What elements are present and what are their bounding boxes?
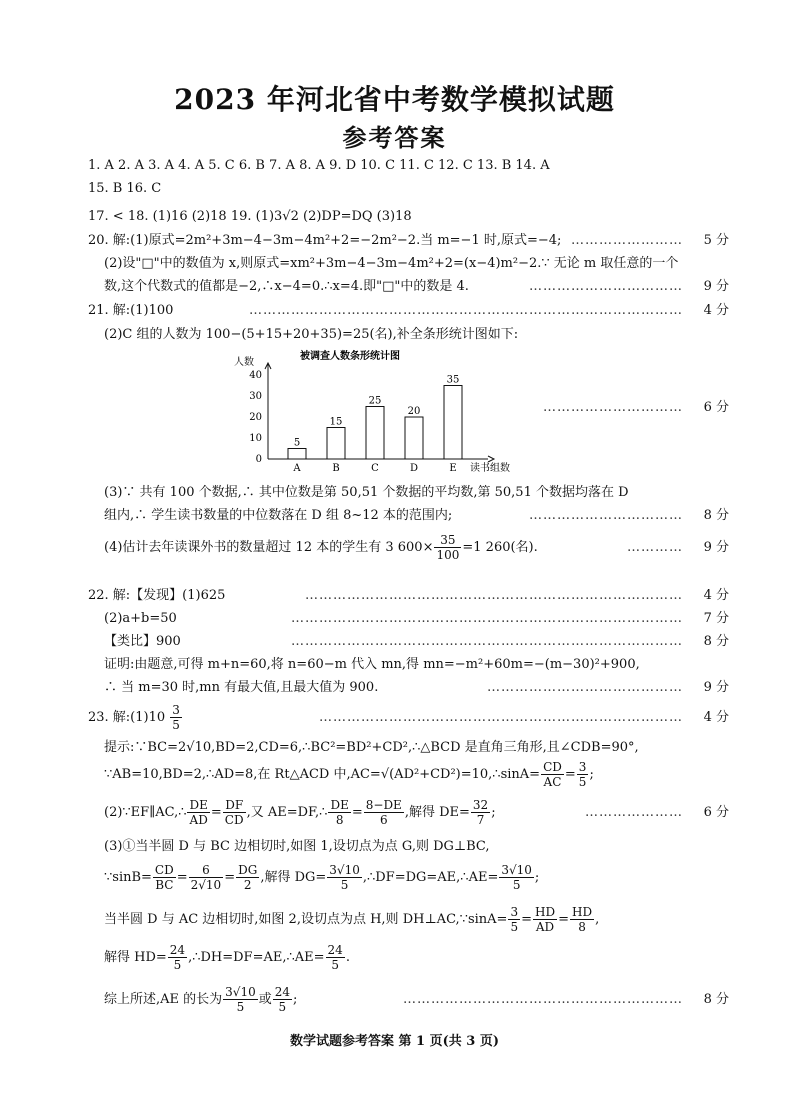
score: 9 分 (703, 279, 729, 294)
dot-leader: …………………………………… (487, 680, 683, 695)
fraction: $\frac{6}{2√10}$ (190, 863, 222, 892)
bar-value-label: 35 (446, 374, 460, 386)
page-title: 2023 年河北省中考数学模拟试题 (174, 83, 615, 116)
q23-part1: 23. 解:(1)10 $\frac{3}{5}$ …………………………………………………………………… 4 分 (88, 703, 729, 732)
fraction: $\frac{3}{5}$ (172, 703, 180, 732)
y-axis-label: 人数 (234, 357, 254, 368)
score: 6 分 (703, 805, 729, 820)
q21-part3-line1: (3)∵ 共有 100 个数据,∴ 其中位数是第 50,51 个数据的平均数,第 50,51 个数据均落在 D (104, 485, 629, 500)
fraction: $\frac{3}{5}$ (578, 760, 587, 789)
fraction: $\frac{HD}{AD}$ (534, 905, 556, 934)
y-tick-label: 30 (249, 391, 262, 402)
score: 8 分 (703, 992, 729, 1007)
q20-part1 (88, 230, 729, 252)
q23-part2: (2)∵EF∥AC,∴ $\frac{DE}{AD}$ = $\frac{DF}{CD}$ ,又 AE=DF,∴ $\frac{DE}{8}$ = $\frac{8-DE}{6}$ ,解得 DE= $\frac{32}{7}$ ; ………………… 6 分 (104, 798, 729, 827)
y-tick-label: 0 (255, 454, 262, 465)
q22-part3: 【类比】900 ………………………………………………………………………… 8 分 (104, 631, 729, 653)
fraction: $\frac{CD}{AC}$ (543, 760, 562, 789)
fraction: $\frac{DE}{8}$ (330, 798, 349, 827)
fraction: $\frac{HD}{8}$ (571, 905, 593, 934)
q21-part4: (4)估计去年读课外书的数量超过 12 本的学生有 3 600× $\frac{35}{100}$ =1 260(名). ………… 9 分 (104, 533, 729, 562)
fraction: $\frac{32}{7}$ (472, 798, 489, 827)
q20-part2-line2 (104, 276, 729, 298)
x-tick-label: E (449, 463, 457, 474)
q22-part2: (2)a+b=50 ………………………………………………………………………… 7 分 (104, 608, 729, 630)
fraction: $\frac{24}{5}$ (327, 943, 343, 972)
score: 4 分 (703, 303, 729, 318)
dot-leader: …………………………… (529, 279, 683, 294)
fraction: $\frac{35}{100}$ (436, 533, 460, 562)
page-subtitle: 参考答案 (342, 123, 447, 152)
q21-part2: (2)C 组的人数为 100−(5+15+20+35)=25(名),补全条形统计图如下: (104, 327, 519, 342)
choice-answers-row-1: 1. A 2. A 3. A 4. A 5. C 6. B 7. A 8. A 9. D 10. C 11. C 12. C 13. B 14. A (88, 158, 550, 173)
q23-part3-line2: ∵sinB= $\frac{CD}{BC}$ = $\frac{6}{2√10}$ = $\frac{DG}{2}$ ,解得 DG= $\frac{3√10}{5}$ ,∴DF=DG=AE,∴AE= $\frac{3√10}{5}$ ; (104, 863, 540, 892)
q21-part3-line2 (104, 505, 729, 527)
bar-value-label: 5 (293, 437, 301, 449)
fraction: $\frac{3}{5}$ (510, 905, 519, 934)
dot-leader: …………………………………………………… (403, 992, 683, 1007)
x-tick-label: C (371, 463, 379, 474)
bar-value-label: 20 (407, 406, 421, 417)
fraction: $\frac{3√10}{5}$ (329, 863, 360, 892)
dot-leader: …………………… (571, 233, 683, 248)
score: 4 分 (703, 710, 729, 725)
score: 8 分 (703, 634, 729, 649)
fraction: $\frac{24}{5}$ (169, 943, 186, 972)
dot-leader: ………… (627, 540, 683, 555)
dot-leader: ………………………… (543, 400, 683, 415)
fill-answers: 17. < 18. (1)16 (2)18 19. (1)3√2 (2)DP=DQ (3)18 (88, 209, 412, 224)
q20-part2-text: 数,这个代数式的值都是−2,∴x−4=0.∴x=4.即"□"中的数是 4. (104, 279, 469, 294)
score: 9 分 (703, 680, 729, 695)
bar (327, 428, 345, 460)
q20-part1-text: 20. 解:(1)原式=2m²+3m−4−3m−4m²+2=−2m²−2.当 m=−1 时,原式=−4; (88, 233, 562, 248)
q21-part2-score-row (88, 397, 729, 419)
x-axis-label: 读书组数 (470, 463, 510, 474)
q23-part3-line1: (3)①当半圆 D 与 BC 边相切时,如图 1,设切点为点 G,则 DG⊥BC, (104, 839, 490, 854)
score: 7 分 (703, 611, 729, 626)
fraction: $\frac{3√10}{5}$ (501, 863, 532, 892)
fraction: $\frac{DE}{AD}$ (189, 798, 208, 827)
q20-part2-line1: (2)设"□"中的数值为 x,则原式=xm²+3m−4−3m−4m²+2=(x−4)m²−2.∵ 无论 m 取任意的一个 (104, 256, 679, 271)
bar-value-label: 15 (329, 416, 343, 428)
y-tick-label: 40 (249, 370, 262, 381)
choice-answers-row-2: 15. B 16. C (88, 181, 162, 196)
fraction: $\frac{3√10}{5}$ (225, 985, 256, 1014)
x-tick-label: B (332, 463, 340, 474)
score: 9 分 (703, 540, 729, 555)
q23-part3-line3: 当半圆 D 与 AC 边相切时,如图 2,设切点为点 H,则 DH⊥AC,∵sinA= $\frac{3}{5}$ = $\frac{HD}{AD}$ = $\frac{HD}{8}$ , (104, 905, 600, 934)
q23-hint-line2: ∵AB=10,BD=2,∴AD=8,在 Rt△ACD 中,AC=√(AD²+CD²)=10,∴sinA= $\frac{CD}{AC}$ = $\frac{3}{5}$ ; (104, 760, 594, 789)
dot-leader: ……………………………………………………………………… (305, 588, 683, 603)
y-tick-label: 20 (249, 412, 262, 423)
x-axis-arrow (488, 456, 494, 462)
fraction: $\frac{DG}{2}$ (238, 863, 258, 892)
fraction: $\frac{DF}{CD}$ (224, 798, 244, 827)
y-tick-label: 10 (249, 433, 262, 444)
dot-leader: ………………………………………………………………………… (291, 634, 683, 649)
fraction: $\frac{24}{5}$ (274, 985, 291, 1014)
chart-title: 被调查人数条形统计图 (300, 351, 400, 362)
dot-leader: ………………………………………………………………………… (291, 611, 683, 626)
score: 5 分 (703, 233, 729, 248)
q22-proof: 证明:由题意,可得 m+n=60,将 n=60−m 代入 mn,得 mn=−m²+60m=−(m−30)²+900, (104, 657, 640, 672)
fraction: $\frac{8-DE}{6}$ (365, 798, 402, 827)
page-footer: 数学试题参考答案 第 1 页(共 3 页) (289, 1034, 500, 1049)
score: 8 分 (703, 508, 729, 523)
bar (288, 449, 306, 460)
dot-leader: …………………………… (529, 508, 683, 523)
score: 6 分 (703, 400, 729, 415)
x-tick-label: D (409, 463, 419, 474)
score: 4 分 (703, 588, 729, 603)
bar-value-label: 25 (368, 395, 382, 407)
q21-part1-text: 21. 解:(1)100 (88, 303, 174, 318)
q22-part1: 22. 解:【发现】(1)625 ……………………………………………………………………… 4 分 (88, 585, 729, 607)
q21-part3-text: 组内,∴ 学生读书数量的中位数落在 D 组 8~12 本的范围内; (104, 508, 453, 523)
q23-hint-line1: 提示:∵BC=2√10,BD=2,CD=6,∴BC²=BD²+CD²,∴△BCD 是直角三角形,且∠CDB=90°, (104, 740, 639, 755)
q22-conclusion: ∴ 当 m=30 时,mn 有最大值,且最大值为 900. …………………………………… 9 分 (104, 677, 729, 699)
q23-part3-line4: 解得 HD= $\frac{24}{5}$ ,∴DH=DF=AE,∴AE= $\frac{24}{5}$ . (104, 943, 350, 972)
dot-leader: ………………… (585, 805, 683, 820)
bar (405, 417, 423, 459)
q21-part1 (88, 300, 729, 322)
x-tick-label: A (293, 463, 301, 474)
dot-leader: …………………………………………………………………… (319, 710, 683, 725)
fraction: $\frac{CD}{BC}$ (154, 863, 174, 892)
q23-part3-conclusion: 综上所述,AE 的长为 $\frac{3√10}{5}$ 或 $\frac{24}{5}$ ; …………………………………………………… 8 分 (104, 985, 729, 1014)
dot-leader: ………………………………………………………………………………… (249, 303, 683, 318)
